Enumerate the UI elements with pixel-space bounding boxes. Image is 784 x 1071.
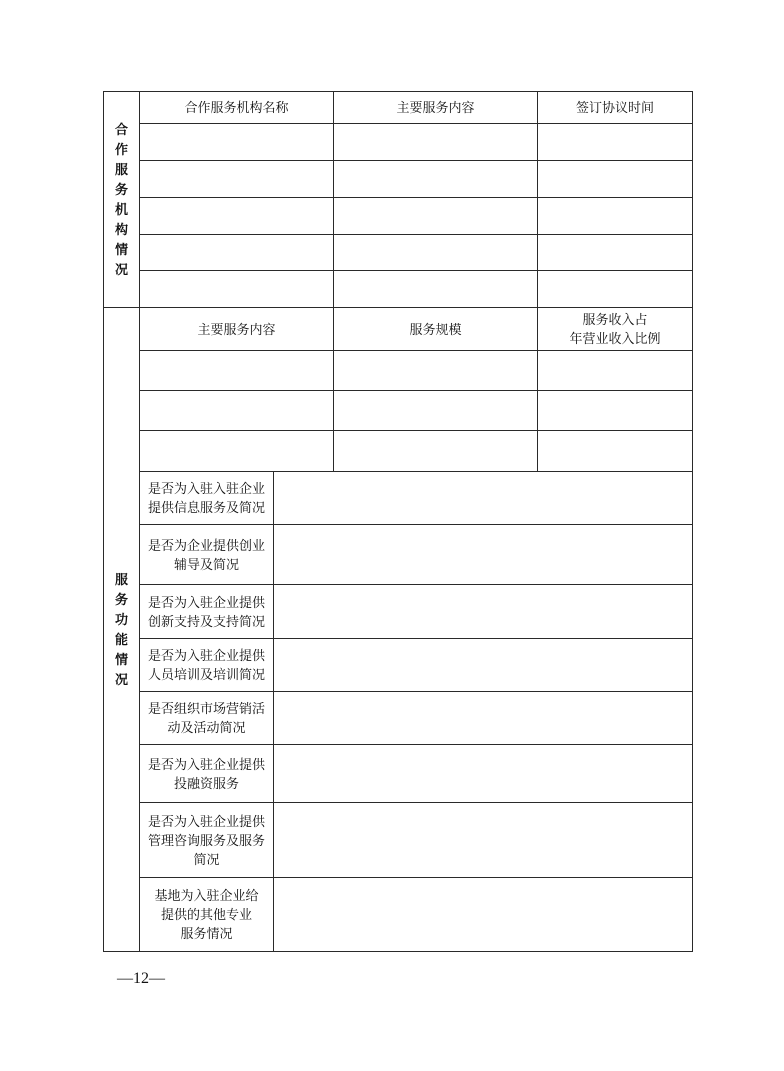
question-line: 是否组织市场营销活 bbox=[147, 701, 265, 716]
question-row bbox=[104, 585, 693, 639]
question-line: 辅导及简况 bbox=[173, 556, 239, 572]
question-label bbox=[140, 472, 274, 525]
question-row bbox=[104, 639, 693, 692]
answer-cell bbox=[274, 639, 693, 692]
cooperation-row bbox=[104, 124, 693, 161]
empty-cell bbox=[538, 161, 693, 198]
question-line: 动及活动简况 bbox=[167, 720, 246, 735]
header-service-scale: 服务规模 bbox=[334, 308, 538, 351]
question-line: 是否为入驻企业提供 bbox=[147, 813, 265, 829]
empty-cell bbox=[334, 351, 538, 391]
question-line: 是否为入驻企业提供 bbox=[147, 594, 265, 610]
empty-cell bbox=[140, 235, 334, 271]
question-label bbox=[140, 692, 274, 745]
service-row bbox=[104, 351, 693, 391]
question-line: 创新支持及支持简况 bbox=[147, 613, 265, 629]
question-label bbox=[140, 745, 274, 803]
answer-cell bbox=[274, 803, 693, 878]
cooperation-row bbox=[104, 161, 693, 198]
header-revenue-ratio-line: 年营业收入比例 bbox=[569, 331, 661, 346]
cooperation-row bbox=[104, 271, 693, 308]
cooperation-section-label-text: 合作服务机构情况 bbox=[114, 121, 128, 277]
question-label bbox=[140, 878, 274, 952]
question-row bbox=[104, 745, 693, 803]
question-row bbox=[104, 692, 693, 745]
answer-cell bbox=[274, 585, 693, 639]
answer-cell bbox=[274, 745, 693, 803]
question-line: 基地为入驻企业给 bbox=[154, 888, 259, 903]
empty-cell bbox=[334, 198, 538, 235]
question-line: 简况 bbox=[193, 851, 220, 867]
answer-cell bbox=[274, 878, 693, 952]
empty-cell bbox=[334, 235, 538, 271]
header-service-content: 主要服务内容 bbox=[140, 308, 334, 351]
empty-cell bbox=[140, 198, 334, 235]
empty-cell bbox=[140, 124, 334, 161]
question-label bbox=[140, 525, 274, 585]
cooperation-header-row bbox=[104, 92, 693, 124]
page-number: —12— bbox=[117, 970, 165, 987]
question-row bbox=[104, 525, 693, 585]
question-label bbox=[140, 639, 274, 692]
question-line: 是否为入驻企业提供 bbox=[147, 648, 265, 663]
empty-cell bbox=[334, 391, 538, 431]
question-line: 提供的其他专业 bbox=[160, 907, 252, 922]
empty-cell bbox=[538, 124, 693, 161]
question-line: 人员培训及培训简况 bbox=[147, 667, 265, 682]
question-line: 是否为入驻入驻企业 bbox=[147, 481, 265, 496]
cooperation-row bbox=[104, 235, 693, 271]
empty-cell bbox=[140, 351, 334, 391]
header-main-service-content: 主要服务内容 bbox=[334, 92, 538, 124]
question-line: 是否为企业提供创业 bbox=[147, 537, 265, 553]
question-label bbox=[140, 803, 274, 878]
empty-cell bbox=[538, 391, 693, 431]
question-line: 提供信息服务及简况 bbox=[147, 500, 265, 515]
question-line: 服务情况 bbox=[180, 926, 233, 941]
service-header-row bbox=[104, 308, 693, 351]
answer-cell bbox=[274, 472, 693, 525]
empty-cell bbox=[538, 198, 693, 235]
question-label bbox=[140, 585, 274, 639]
question-row bbox=[104, 803, 693, 878]
question-row bbox=[104, 472, 693, 525]
header-agreement-date: 签订协议时间 bbox=[538, 92, 693, 124]
empty-cell bbox=[140, 431, 334, 472]
answer-cell bbox=[274, 692, 693, 745]
empty-cell bbox=[140, 391, 334, 431]
question-line: 投融资服务 bbox=[173, 775, 239, 791]
empty-cell bbox=[538, 235, 693, 271]
empty-cell bbox=[538, 351, 693, 391]
question-line: 是否为入驻企业提供 bbox=[147, 756, 265, 772]
service-section-label bbox=[104, 308, 140, 952]
empty-cell bbox=[334, 124, 538, 161]
empty-cell bbox=[334, 431, 538, 472]
question-line: 管理咨询服务及服务 bbox=[147, 832, 265, 848]
answer-cell bbox=[274, 525, 693, 585]
empty-cell bbox=[334, 271, 538, 308]
cooperation-row bbox=[104, 198, 693, 235]
header-revenue-ratio-line: 服务收入占 bbox=[582, 312, 648, 327]
service-base-form-table bbox=[103, 91, 693, 952]
service-section-label-text: 服务功能情况 bbox=[114, 571, 128, 687]
empty-cell bbox=[538, 271, 693, 308]
cooperation-section-label bbox=[104, 92, 140, 308]
empty-cell bbox=[140, 271, 334, 308]
header-revenue-ratio bbox=[538, 308, 693, 351]
question-row bbox=[104, 878, 693, 952]
service-row bbox=[104, 391, 693, 431]
header-institution-name: 合作服务机构名称 bbox=[140, 92, 334, 124]
empty-cell bbox=[140, 161, 334, 198]
empty-cell bbox=[334, 161, 538, 198]
service-row bbox=[104, 431, 693, 472]
empty-cell bbox=[538, 431, 693, 472]
